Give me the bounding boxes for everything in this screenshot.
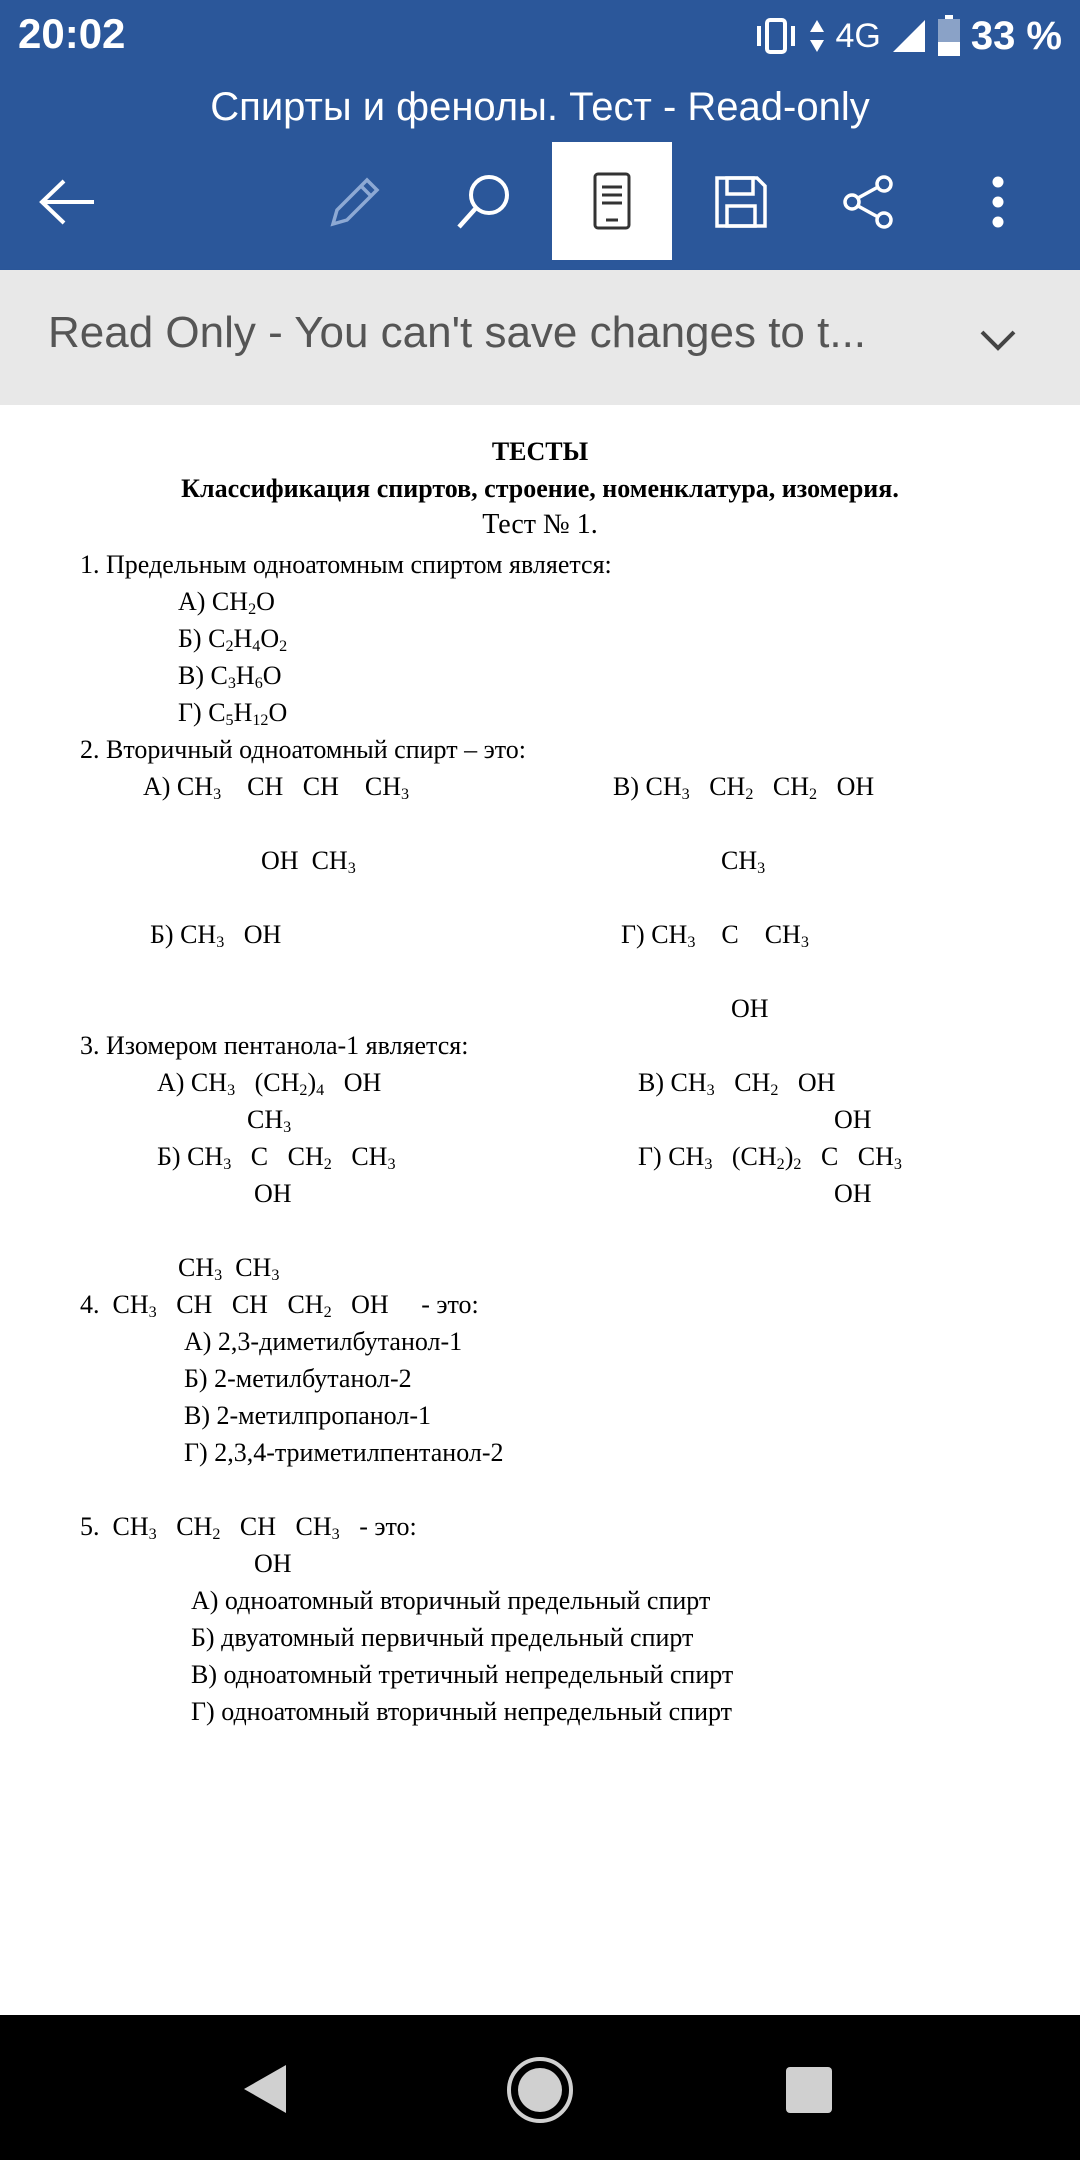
doc-title: ТЕСТЫ xyxy=(491,437,589,466)
q2-option-d-branch: OH xyxy=(731,994,769,1023)
q3-option-c-branch: OH xyxy=(834,1105,872,1134)
q3-option-a-branch: $CH_3$ xyxy=(247,1105,292,1137)
document-page xyxy=(0,405,1080,2015)
q5-option-c: В) одноатомный третичный непредельный спирт xyxy=(191,1660,734,1689)
back-button[interactable] xyxy=(8,142,128,262)
battery-percent: 33 % xyxy=(970,13,1062,58)
readonly-banner[interactable] xyxy=(0,270,1080,405)
q3-option-c: В) $CH_3$ $CH_2$ OH xyxy=(638,1068,836,1100)
q1-question: 1. Предельным одноатомным спиртом является: xyxy=(80,550,612,579)
network-type: 4G xyxy=(835,16,881,55)
mobile-view-button[interactable] xyxy=(552,142,672,260)
q5-formula: 5. $CH_3$ $CH_2$ CH $CH_3$ - это: xyxy=(80,1512,417,1544)
data-arrows-icon xyxy=(809,18,825,54)
status-time: 20:02 xyxy=(18,10,126,57)
q4-option-a: А) 2,3-диметилбутанол-1 xyxy=(184,1327,463,1356)
doc-subtitle: Классификация спиртов, строение, номенклатура, изомерия. xyxy=(181,474,899,503)
q2-option-c: В) $CH_3$ $CH_2$ $CH_2$ OH xyxy=(613,772,875,804)
save-button[interactable] xyxy=(681,142,801,262)
vibrate-icon xyxy=(753,16,799,56)
chevron-down-icon[interactable] xyxy=(968,310,1028,370)
q2-option-d: Г) $CH_3$ C $CH_3$ xyxy=(621,920,809,952)
document-title: Спирты и фенолы. Тест - Read-only xyxy=(0,72,1080,142)
search-icon xyxy=(453,171,515,233)
q2-question: 2. Вторичный одноатомный спирт – это: xyxy=(80,735,526,764)
home-circle-icon[interactable] xyxy=(505,2055,575,2125)
q3-option-d-branch: OH xyxy=(834,1179,872,1208)
system-nav-bar xyxy=(0,2015,1080,2160)
edit-button[interactable] xyxy=(295,142,415,262)
q4-option-c: В) 2-метилпропанол-1 xyxy=(184,1401,431,1430)
toolbar xyxy=(0,142,1080,270)
status-indicators xyxy=(753,10,1062,62)
q4-branches: $CH_3$ $CH_3$ xyxy=(178,1253,280,1285)
q3-option-b-branch: OH xyxy=(254,1179,292,1208)
more-icon xyxy=(988,174,1008,230)
share-icon xyxy=(840,174,896,230)
q5-option-a: А) одноатомный вторичный предельный спирт xyxy=(191,1586,711,1615)
q2-option-c-branch: $CH_3$ xyxy=(721,846,766,878)
mobile-view-icon xyxy=(592,171,632,231)
edit-pencil-icon xyxy=(325,172,385,232)
q3-option-a: А) $CH_3$ $(CH_2)_4$ OH xyxy=(157,1068,382,1100)
doc-test-number: Тест № 1. xyxy=(482,509,598,540)
q5-option-d: Г) одноатомный вторичный непредельный спирт xyxy=(191,1697,733,1726)
recents-square-icon[interactable] xyxy=(786,2067,832,2113)
share-button[interactable] xyxy=(808,142,928,262)
more-button[interactable] xyxy=(938,142,1058,262)
save-icon xyxy=(713,174,769,230)
back-triangle-icon[interactable] xyxy=(240,2063,290,2115)
q2-option-a-branch: OH $CH_3$ xyxy=(261,846,356,878)
q4-option-d: Г) 2,3,4-триметилпентанол-2 xyxy=(184,1438,504,1467)
battery-icon xyxy=(937,15,961,57)
q1-option-c: В) $C_3H_6O$ xyxy=(178,661,282,693)
q1-option-b: Б) $C_2H_4O_2$ xyxy=(178,624,288,656)
q4-formula: 4. $CH_3$ CH CH $CH_2$ OH - это: xyxy=(80,1290,479,1322)
q3-question: 3. Изомером пентанола-1 является: xyxy=(80,1031,469,1060)
status-bar xyxy=(0,0,1080,72)
q3-option-d: Г) $CH_3$ $(CH_2)_2$ C $CH_3$ xyxy=(638,1142,902,1174)
q2-option-b: Б) $CH_3$ OH xyxy=(150,920,282,952)
q1-option-d: Г) $C_5H_{12}O$ xyxy=(178,698,288,730)
q5-branch: OH xyxy=(254,1549,292,1578)
q1-option-a: А) $CH_2O$ xyxy=(178,587,275,619)
back-arrow-icon xyxy=(38,177,98,227)
readonly-banner-text: Read Only - You can't save changes to t... xyxy=(48,308,867,357)
signal-icon xyxy=(891,18,927,54)
q3-option-b: Б) $CH_3$ C $CH_2$ $CH_3$ xyxy=(157,1142,396,1174)
q2-option-a: А) $CH_3$ CH CH $CH_3$ xyxy=(143,772,410,804)
search-button[interactable] xyxy=(424,142,544,262)
q5-option-b: Б) двуатомный первичный предельный спирт xyxy=(191,1623,694,1652)
q4-option-b: Б) 2-метилбутанол-2 xyxy=(184,1364,412,1393)
